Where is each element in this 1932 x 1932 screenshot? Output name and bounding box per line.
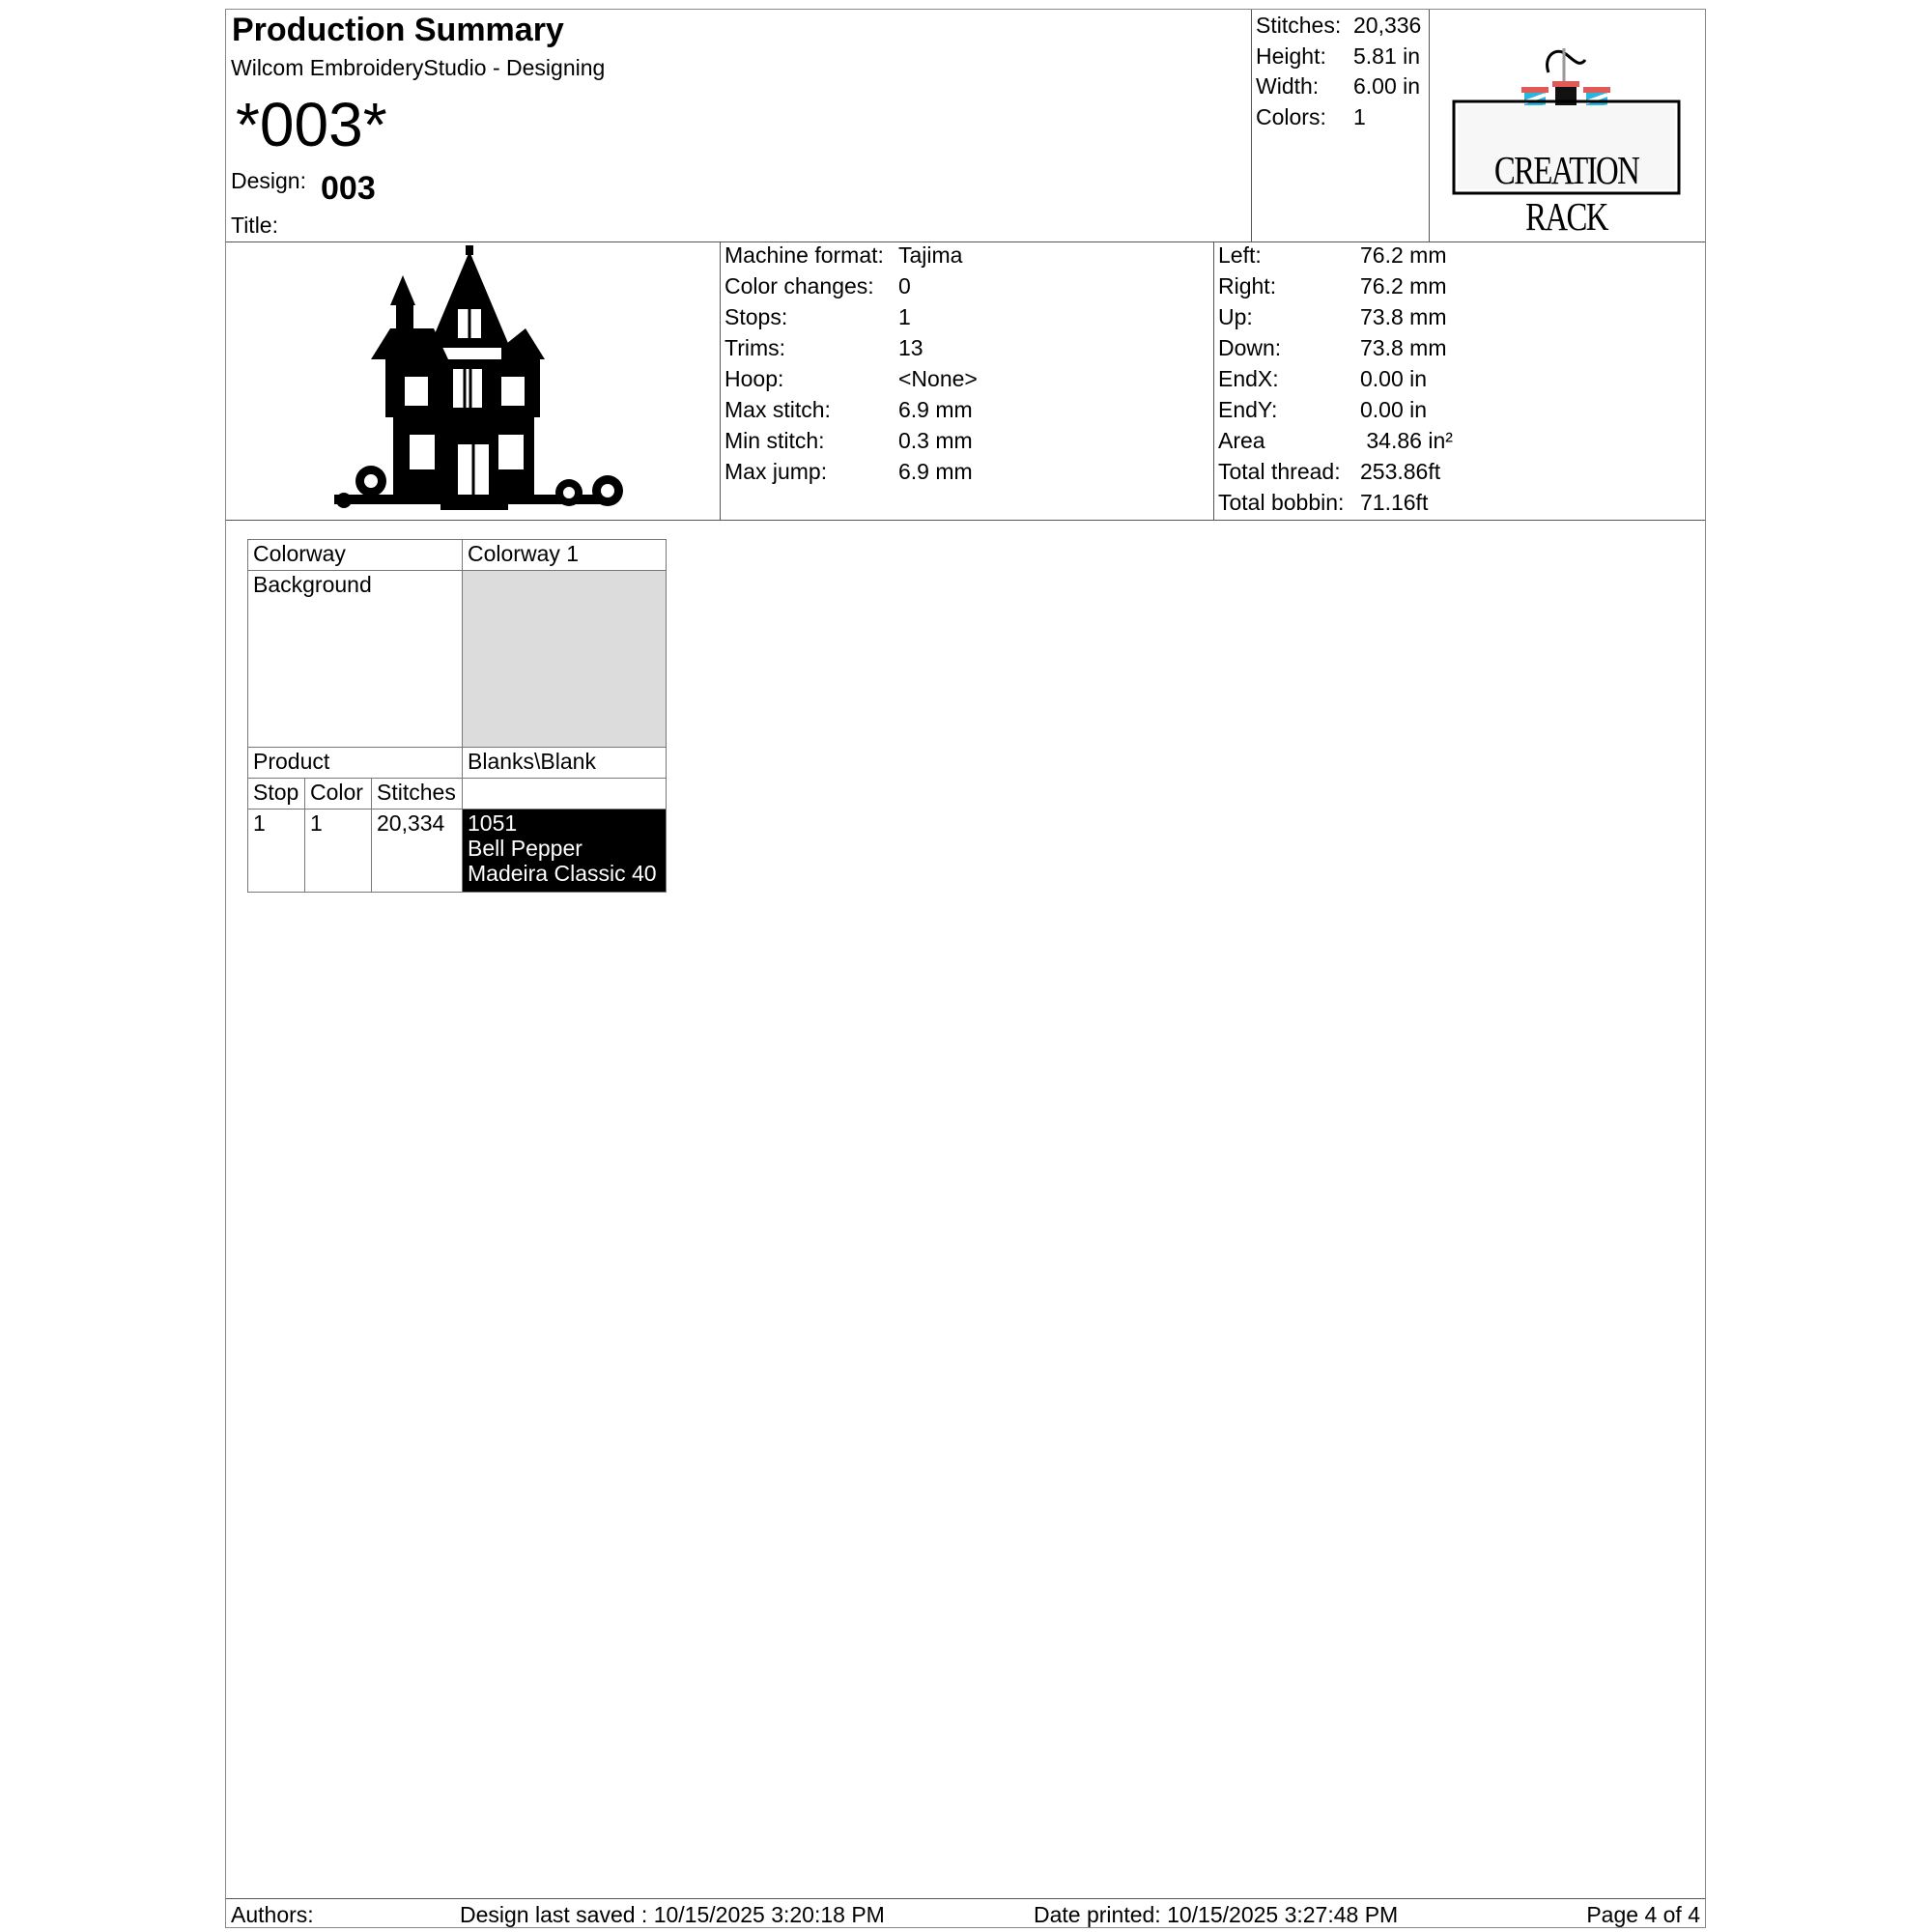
max-stitch-label: Max stitch: [724, 397, 831, 422]
endy-label: EndY: [1218, 397, 1278, 422]
width-value: 6.00 in [1353, 73, 1421, 99]
hoop-label: Hoop: [724, 366, 784, 391]
design-label: Design: [231, 168, 306, 193]
right-value: 76.2 mm [1360, 273, 1447, 298]
col-color-header: Color [304, 778, 372, 810]
area-value: 34.86 in² [1360, 428, 1453, 453]
design-preview [226, 242, 721, 520]
app-subtitle: Wilcom EmbroideryStudio - Designing [231, 55, 606, 80]
endx-value: 0.00 in [1360, 366, 1428, 391]
last-saved: Design last saved : 10/15/2025 3:20:18 PM [460, 1902, 885, 1927]
page-title: Production Summary [232, 12, 564, 48]
col-thread-header [462, 778, 667, 810]
total-thread-label: Total thread: [1218, 459, 1341, 484]
colors-label: Colors: [1256, 104, 1326, 129]
authors-label: Authors: [231, 1902, 314, 1927]
left-value: 76.2 mm [1360, 242, 1447, 268]
creation-rack-logo [1429, 10, 1706, 242]
trims-value: 13 [898, 335, 923, 360]
row-stitches: 20,334 [371, 809, 463, 893]
min-stitch-value: 0.3 mm [898, 428, 973, 453]
thread-name: Bell Pepper [468, 836, 582, 861]
product-value: Blanks\Blank [462, 747, 667, 779]
hoop-value: <None> [898, 366, 978, 391]
stitches-label: Stitches: [1256, 13, 1342, 38]
colors-value: 1 [1353, 104, 1366, 129]
title-label: Title: [231, 213, 278, 238]
haunted-house-icon [226, 242, 720, 520]
total-bobbin-value: 71.16ft [1360, 490, 1429, 515]
thread-swatch [462, 809, 667, 893]
header [226, 10, 1705, 242]
background-label: Background [247, 570, 463, 748]
color-changes-label: Color changes: [724, 273, 874, 298]
height-label: Height: [1256, 43, 1326, 69]
width-label: Width: [1256, 73, 1320, 99]
down-value: 73.8 mm [1360, 335, 1447, 360]
footer [226, 1898, 1705, 1928]
left-label: Left: [1218, 242, 1262, 268]
stops-value: 1 [898, 304, 911, 329]
thread-brand: Madeira Classic 40 [468, 861, 657, 886]
endx-label: EndX: [1218, 366, 1279, 391]
up-value: 73.8 mm [1360, 304, 1447, 329]
stitches-value: 20,336 [1353, 13, 1422, 38]
background-swatch [462, 570, 667, 748]
col-stop-header: Stop [247, 778, 305, 810]
page-number: Page 4 of 4 [1586, 1902, 1700, 1927]
product-label: Product [247, 747, 463, 779]
design-code: *003* [236, 90, 387, 159]
machine-info [720, 242, 1214, 520]
total-bobbin-label: Total bobbin: [1218, 490, 1345, 515]
col-stitches-header: Stitches [371, 778, 463, 810]
up-label: Up: [1218, 304, 1253, 329]
header-summary [1251, 10, 1430, 242]
date-printed: Date printed: 10/15/2025 3:27:48 PM [1034, 1902, 1399, 1927]
thread-code: 1051 [468, 810, 518, 836]
production-summary-page [225, 9, 1706, 1928]
height-value: 5.81 in [1353, 43, 1421, 69]
stops-label: Stops: [724, 304, 788, 329]
max-jump-value: 6.9 mm [898, 459, 973, 484]
trims-label: Trims: [724, 335, 786, 360]
row-color: 1 [304, 809, 372, 893]
row-stop: 1 [247, 809, 305, 893]
extents-info [1213, 242, 1706, 520]
info-band [226, 242, 1705, 521]
endy-value: 0.00 in [1360, 397, 1428, 422]
color-changes-value: 0 [898, 273, 911, 298]
machine-format-label: Machine format: [724, 242, 884, 268]
colorway-label: Colorway [247, 539, 463, 571]
right-label: Right: [1218, 273, 1277, 298]
max-jump-label: Max jump: [724, 459, 828, 484]
logo-text: CREATION RACK [1493, 148, 1639, 239]
machine-format-value: Tajima [898, 242, 963, 268]
down-label: Down: [1218, 335, 1282, 360]
area-label: Area [1218, 428, 1265, 453]
min-stitch-label: Min stitch: [724, 428, 825, 453]
total-thread-value: 253.86ft [1360, 459, 1441, 484]
colorway-value: Colorway 1 [462, 539, 667, 571]
header-design-info [226, 10, 1252, 242]
max-stitch-value: 6.9 mm [898, 397, 973, 422]
design-value: 003 [321, 170, 376, 207]
